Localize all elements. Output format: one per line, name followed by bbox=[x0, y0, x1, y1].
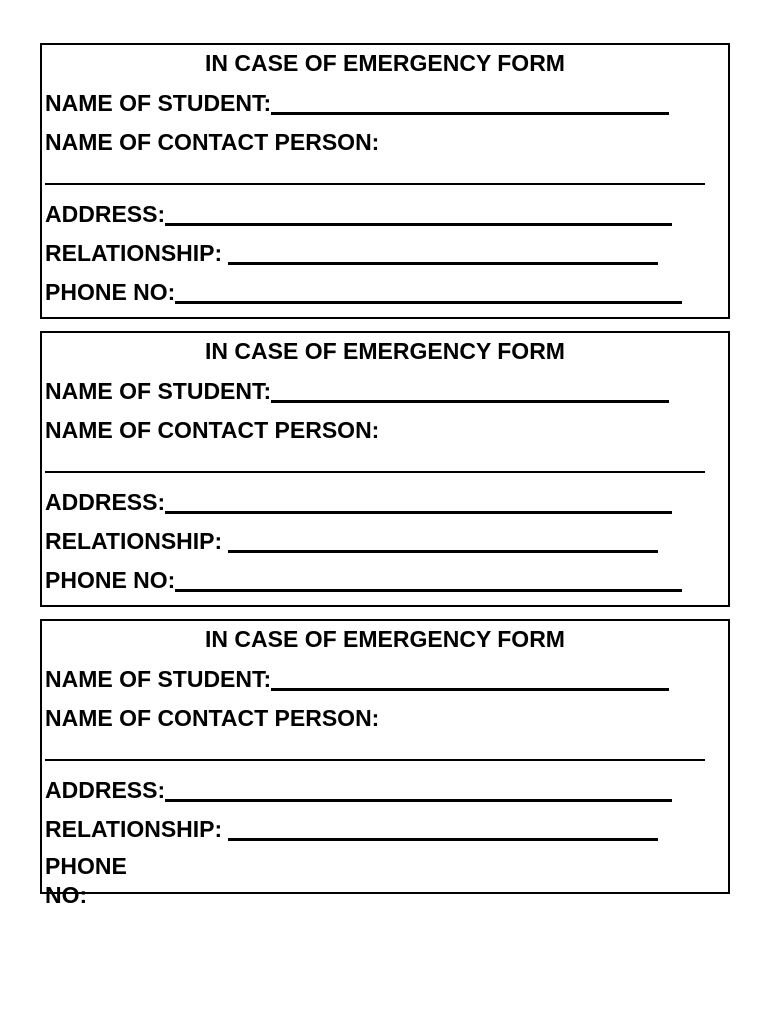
form-title: IN CASE OF EMERGENCY FORM bbox=[205, 626, 565, 652]
phone-label: PHONE NO: bbox=[45, 567, 176, 593]
student-name-label: NAME OF STUDENT: bbox=[45, 666, 272, 692]
relationship-field[interactable] bbox=[228, 240, 658, 265]
contact-person-label: NAME OF CONTACT PERSON: bbox=[45, 417, 380, 443]
relationship-field[interactable] bbox=[228, 528, 658, 553]
address-row bbox=[45, 488, 672, 516]
emergency-form-3 bbox=[40, 619, 730, 908]
address-label: ADDRESS: bbox=[45, 489, 166, 515]
student-name-row bbox=[45, 665, 669, 693]
phone-row bbox=[45, 852, 127, 880]
student-name-label: NAME OF STUDENT: bbox=[45, 378, 272, 404]
form-title: IN CASE OF EMERGENCY FORM bbox=[205, 338, 565, 364]
relationship-field[interactable] bbox=[228, 816, 658, 841]
contact-person-label: NAME OF CONTACT PERSON: bbox=[45, 705, 380, 731]
relationship-label: RELATIONSHIP: bbox=[45, 816, 223, 842]
relationship-row bbox=[45, 239, 658, 267]
phone-label-cut: NO: bbox=[45, 882, 88, 908]
contact-person-row bbox=[45, 128, 379, 156]
relationship-label: RELATIONSHIP: bbox=[45, 528, 223, 554]
emergency-form-2 bbox=[40, 331, 730, 607]
form-title: IN CASE OF EMERGENCY FORM bbox=[205, 50, 565, 76]
phone-label: PHONE bbox=[45, 853, 127, 879]
address-row bbox=[45, 776, 672, 804]
phone-label: PHONE NO: bbox=[45, 279, 176, 305]
phone-field[interactable] bbox=[175, 567, 682, 592]
contact-person-field[interactable] bbox=[45, 183, 705, 185]
address-label: ADDRESS: bbox=[45, 201, 166, 227]
student-name-label: NAME OF STUDENT: bbox=[45, 90, 272, 116]
student-name-row bbox=[45, 377, 669, 405]
contact-person-row bbox=[45, 704, 379, 732]
contact-person-row bbox=[45, 416, 379, 444]
phone-row bbox=[45, 566, 682, 594]
address-field[interactable] bbox=[165, 777, 672, 802]
student-name-field[interactable] bbox=[271, 378, 669, 403]
address-field[interactable] bbox=[165, 201, 672, 226]
phone-field[interactable] bbox=[175, 279, 682, 304]
address-row bbox=[45, 200, 672, 228]
address-label: ADDRESS: bbox=[45, 777, 166, 803]
student-name-row bbox=[45, 89, 669, 117]
phone-row bbox=[45, 278, 682, 306]
relationship-row bbox=[45, 815, 658, 843]
contact-person-field[interactable] bbox=[45, 759, 705, 761]
student-name-field[interactable] bbox=[271, 90, 669, 115]
student-name-field[interactable] bbox=[271, 666, 669, 691]
contact-person-label: NAME OF CONTACT PERSON: bbox=[45, 129, 380, 155]
relationship-row bbox=[45, 527, 658, 555]
relationship-label: RELATIONSHIP: bbox=[45, 240, 223, 266]
address-field[interactable] bbox=[165, 489, 672, 514]
contact-person-field[interactable] bbox=[45, 471, 705, 473]
emergency-form-1 bbox=[40, 43, 730, 319]
